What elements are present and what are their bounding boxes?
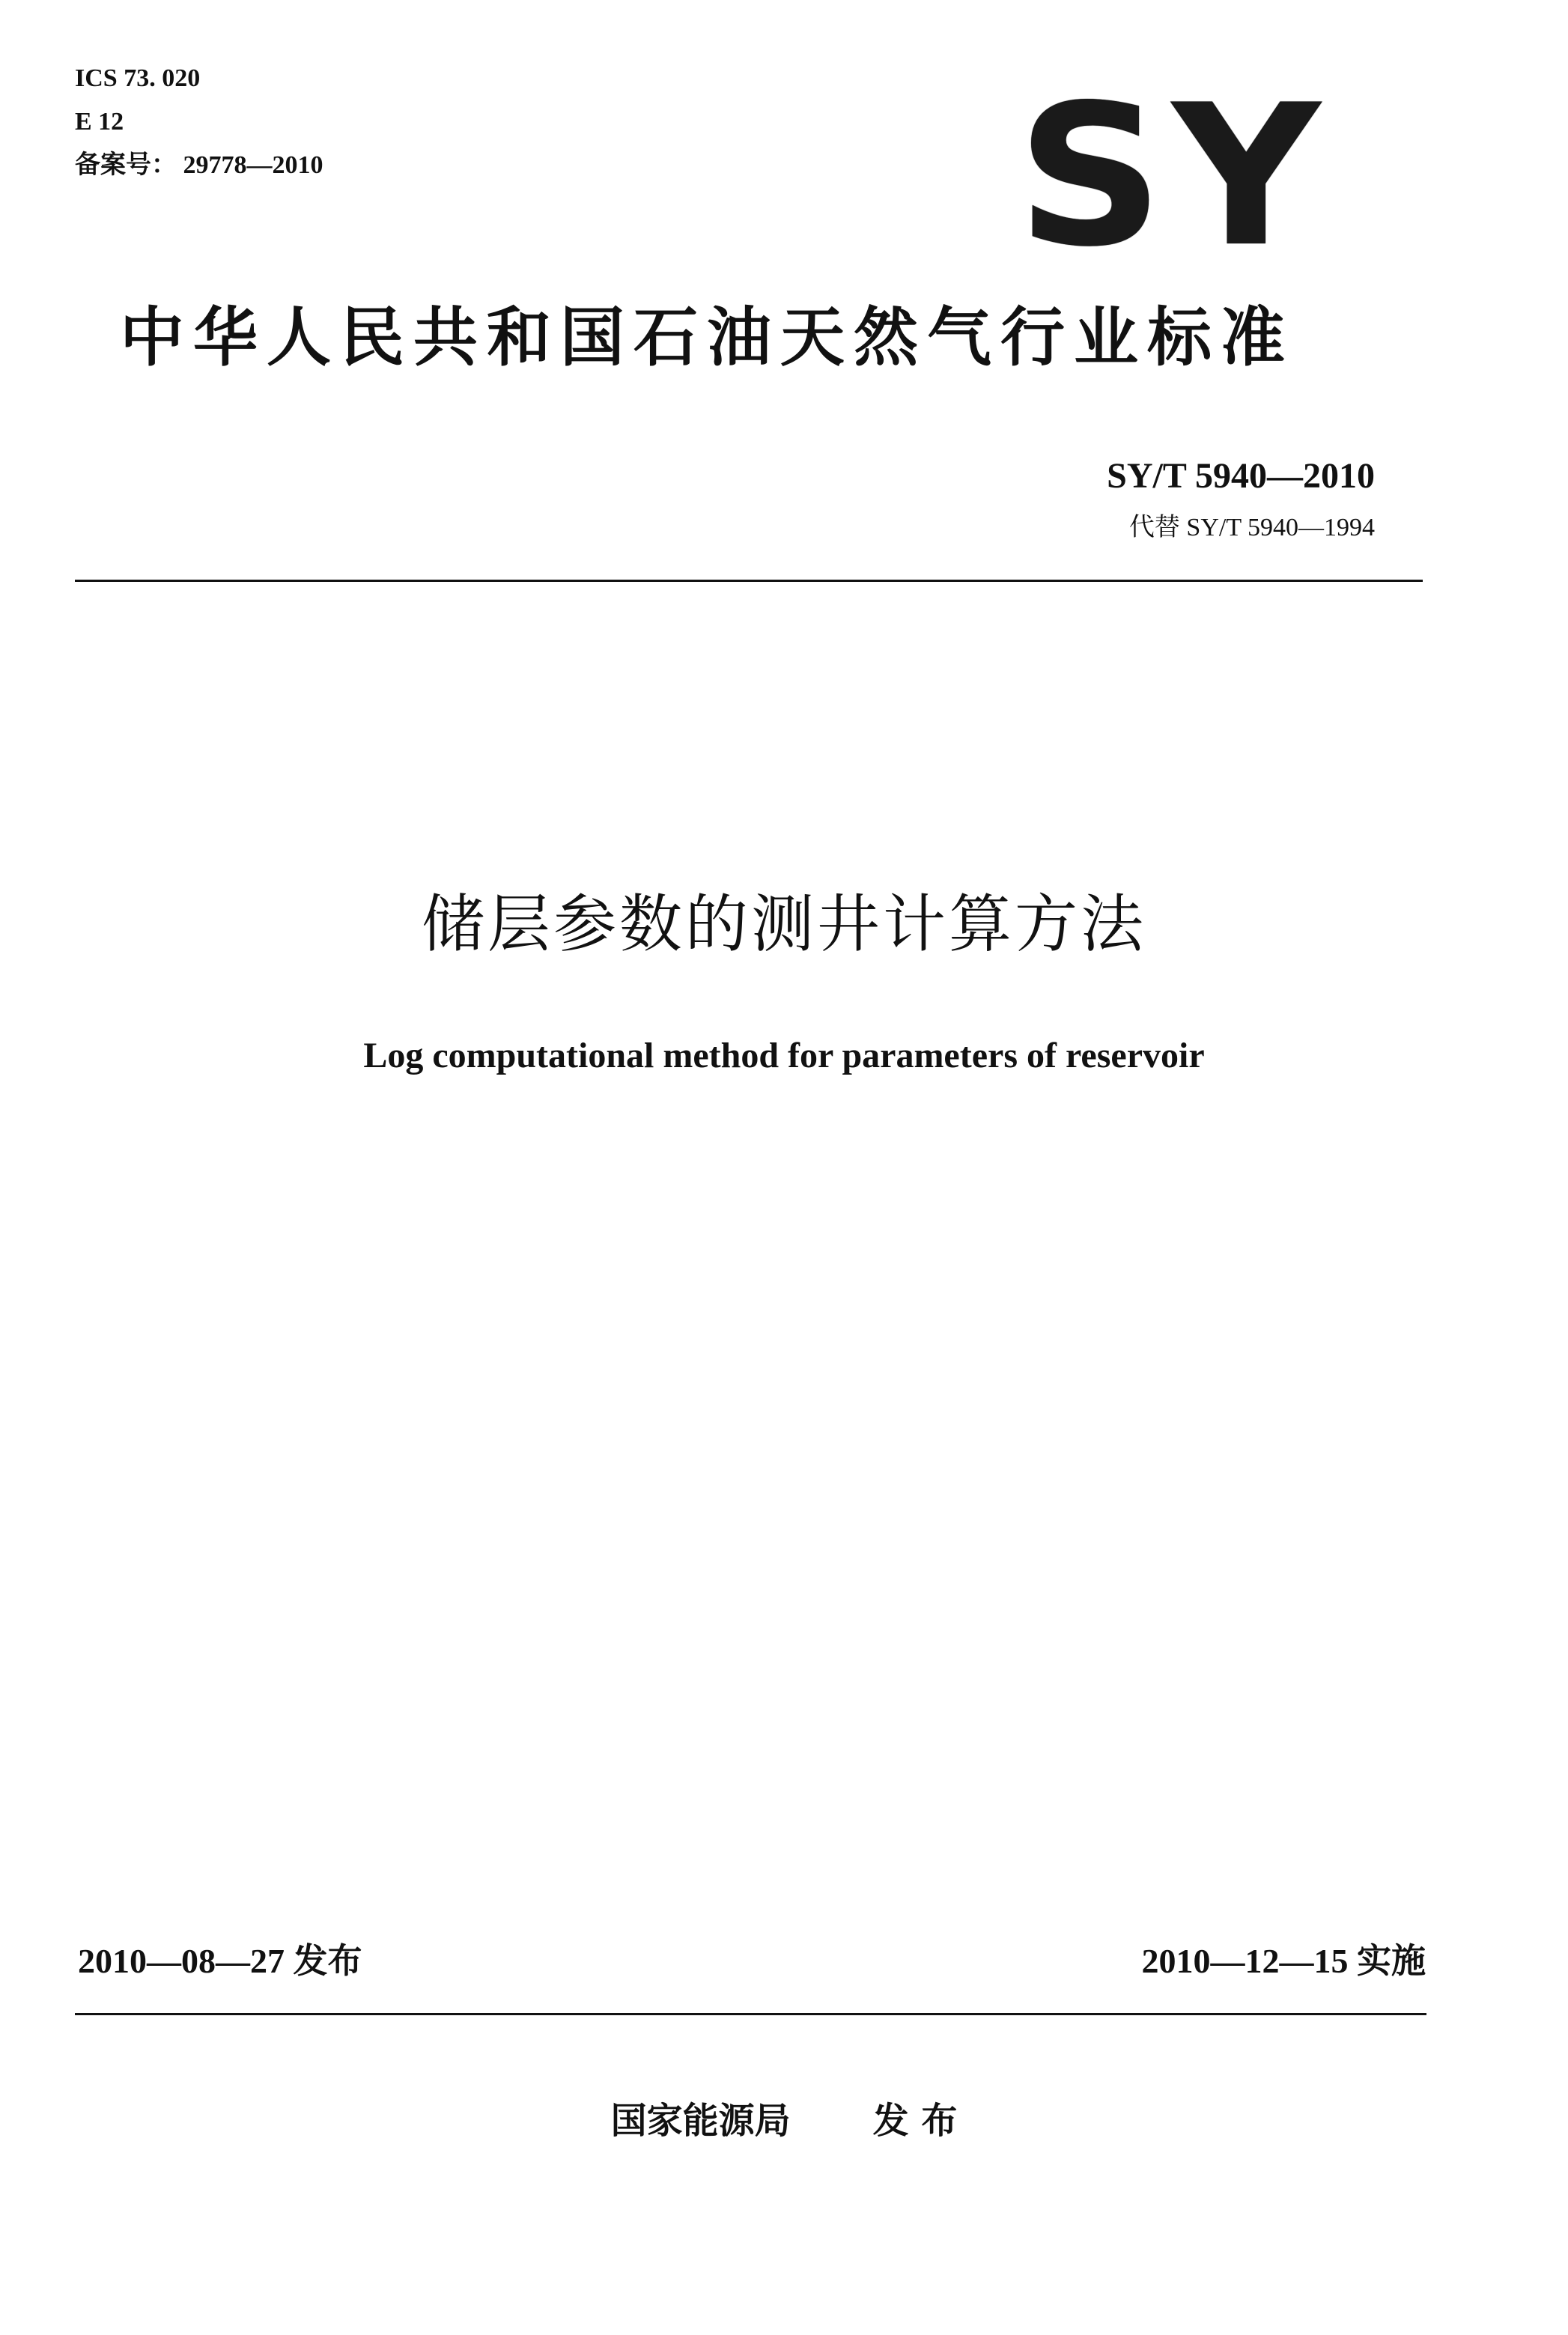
logo-letter-y: Y — [1172, 64, 1316, 290]
record-number: 备案号： 29778—2010 — [75, 151, 323, 179]
document-title-chinese: 储层参数的测井计算方法 — [421, 887, 1146, 961]
footer-divider — [75, 2013, 1426, 2015]
sy-logo — [1016, 64, 1316, 290]
release-date: 2010—08—27 发布 — [78, 1942, 362, 1980]
publisher-line — [0, 2100, 1568, 2142]
standard-category: 中华人民共和国石油天然气行业标准 — [120, 300, 1294, 375]
ics-code: ICS 73. 020 — [75, 64, 201, 92]
classification-code: E 12 — [75, 108, 124, 136]
replaced-standard: 代替 SY/T 5940—1994 — [1128, 514, 1375, 541]
publisher-action: 发 布 — [872, 2100, 958, 2142]
publisher-name: 国家能源局 — [610, 2100, 791, 2142]
effective-date: 2010—12—15 实施 — [1141, 1942, 1426, 1980]
logo-letter-s: S — [1016, 64, 1159, 290]
document-title-english: Log computational method for parameters of reservoir — [363, 1036, 1205, 1075]
standard-number: SY/T 5940—2010 — [1107, 456, 1375, 496]
header-divider — [75, 580, 1423, 582]
